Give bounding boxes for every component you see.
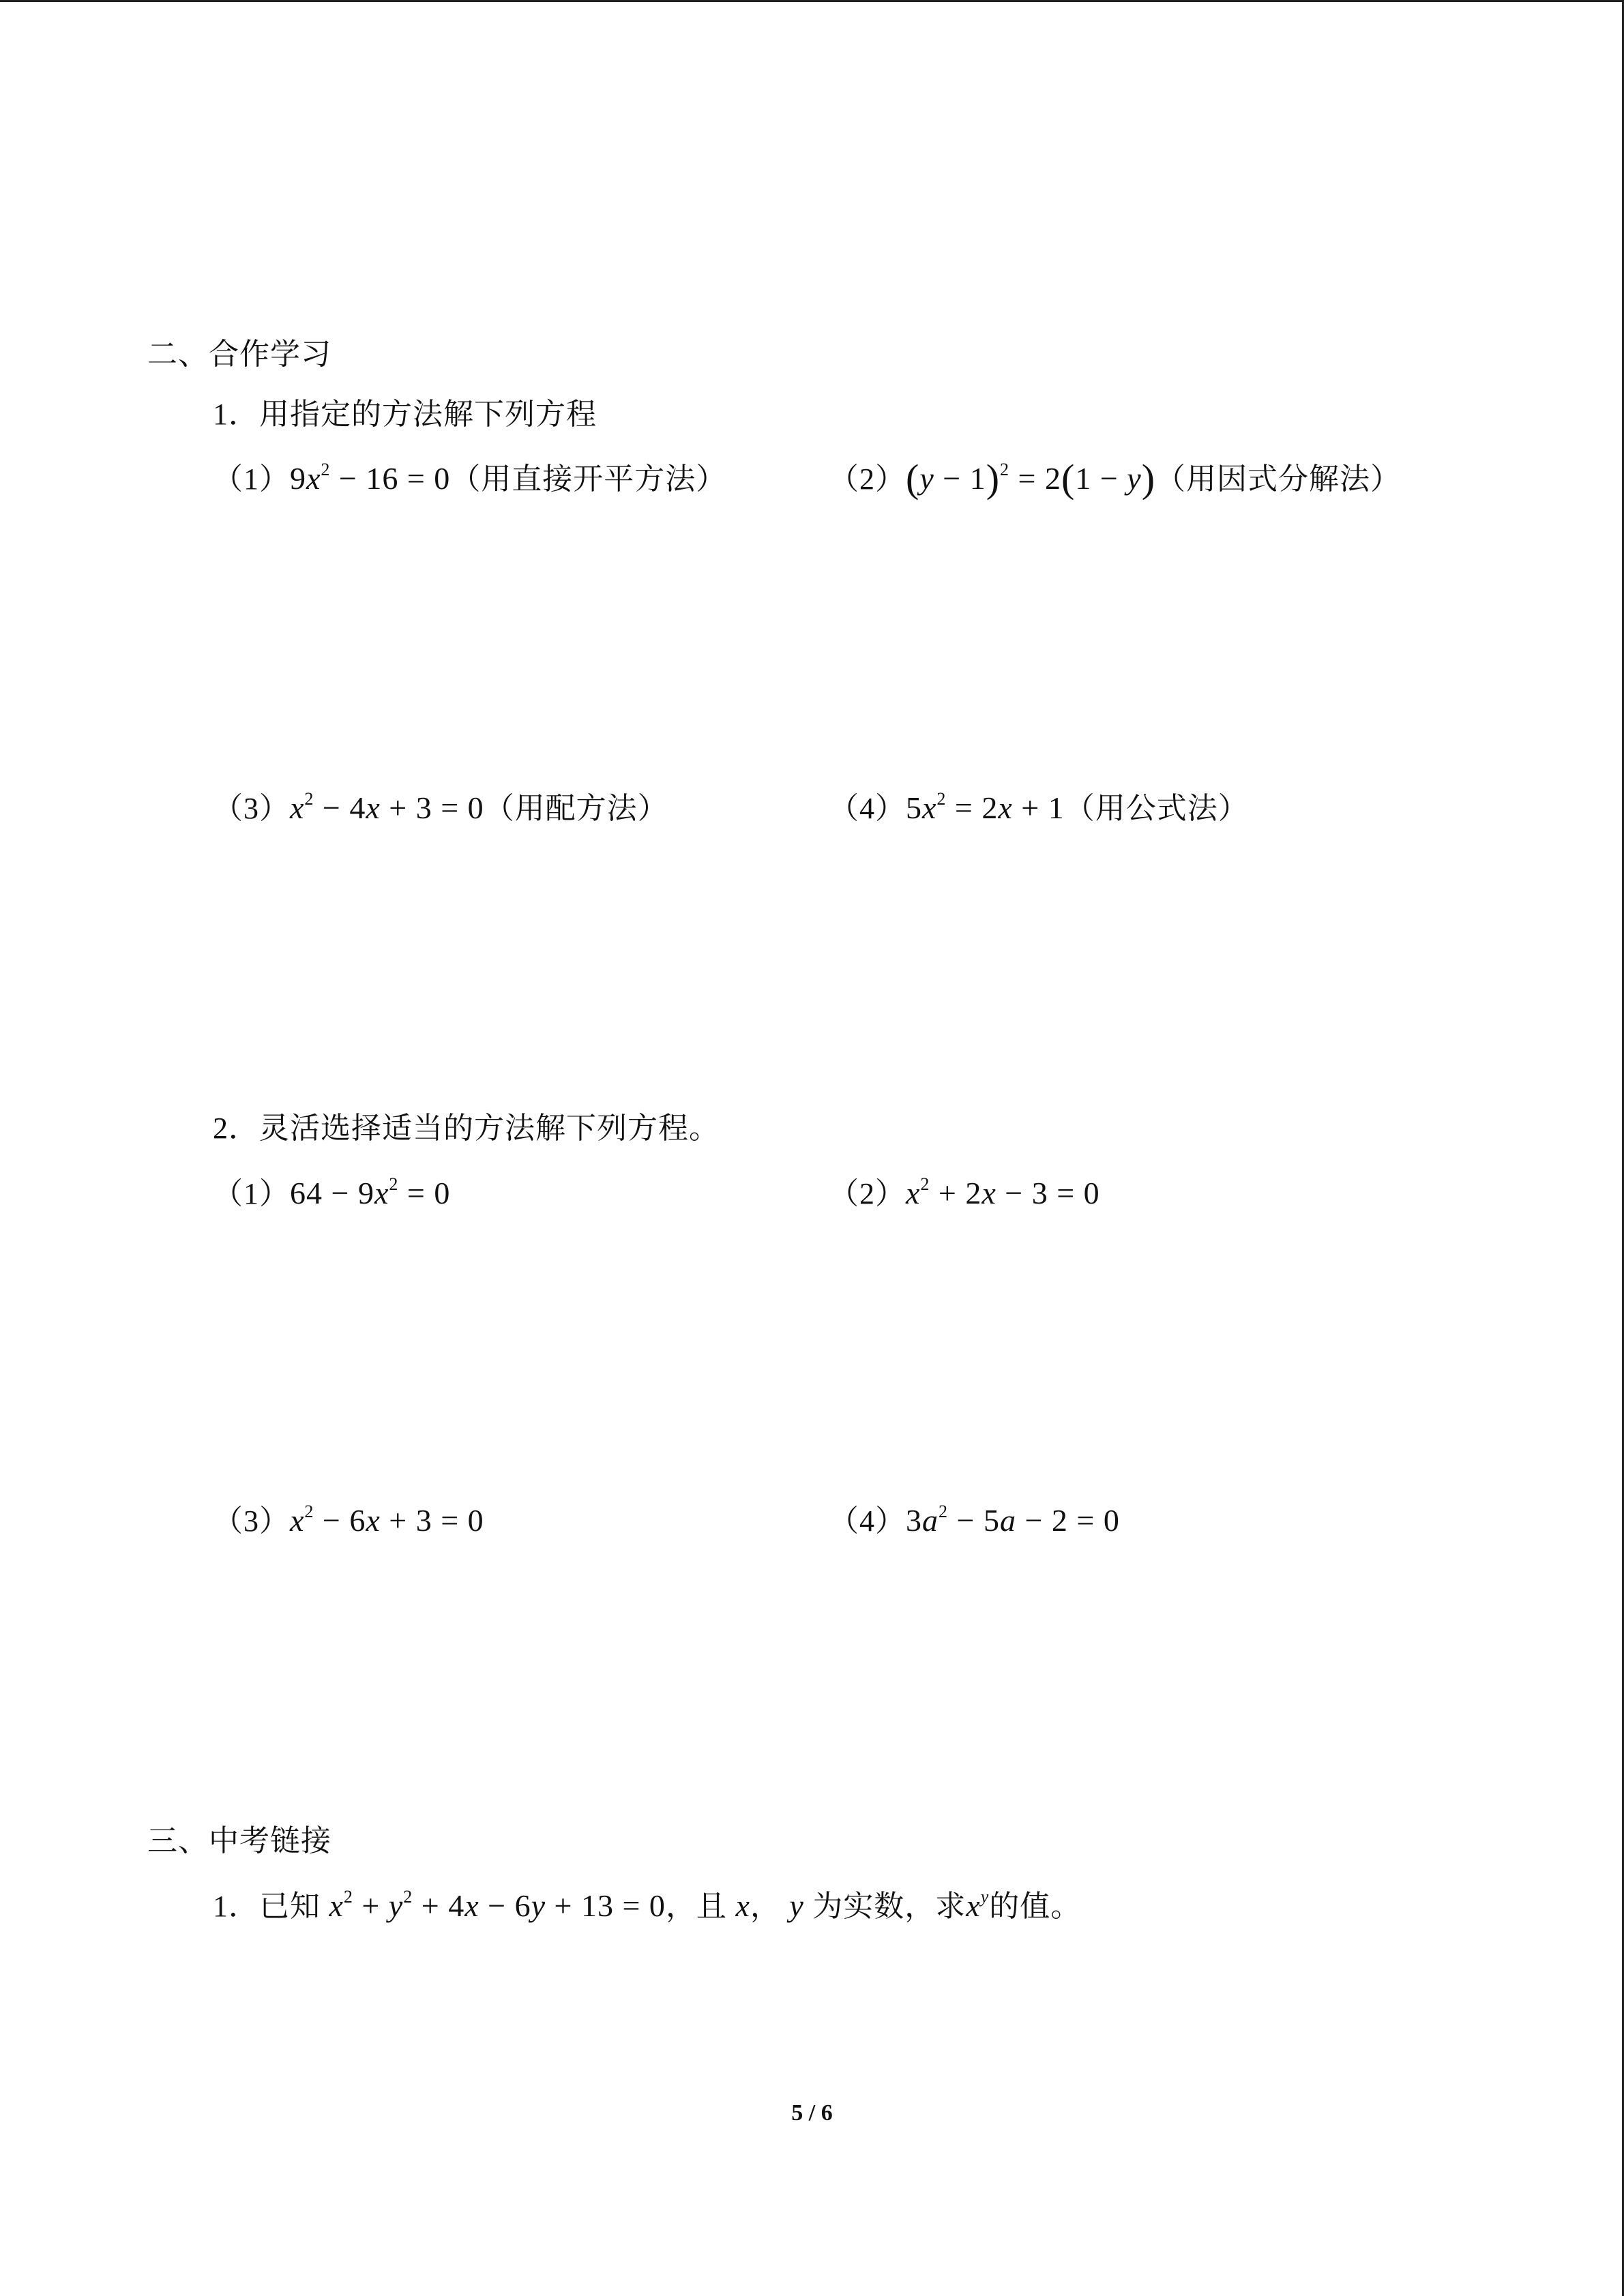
q1-item-4-equation: $5x^2 = 2x + 1$ — [906, 789, 1065, 825]
question-2-title: 2．灵活选择适当的方法解下列方程。 — [213, 1112, 720, 1145]
q2-item-1-equation: $64 - 9x^2 = 0$ — [290, 1174, 451, 1210]
q2-item-2-equation: $x^2 + 2x - 3 = 0$ — [906, 1174, 1100, 1210]
exam-q1-power: $x^y$ — [966, 1887, 990, 1923]
q1-item-4-label: （4） — [829, 792, 906, 825]
q1-item-3-equation: $x^2 - 4x + 3 = 0$ — [290, 789, 484, 825]
q2-item-4 — [829, 1500, 1120, 1542]
q1-item-3 — [213, 788, 668, 829]
exam-q1-middle: ，且 — [665, 1890, 727, 1923]
q2-item-4-label: （4） — [829, 1504, 906, 1538]
q1-item-3-label: （3） — [213, 792, 290, 825]
exam-question-1 — [213, 1885, 1081, 1927]
q1-item-2-method: （用因式分解法） — [1155, 462, 1402, 496]
page-number: 5 / 6 — [791, 2100, 833, 2126]
exam-q1-after-y: 为实数，求 — [812, 1890, 966, 1923]
q1-item-1-label: （1） — [213, 462, 290, 496]
section-heading-exam-link: 三、中考链接 — [147, 1824, 331, 1858]
q1-item-2-label: （2） — [829, 462, 906, 496]
q2-item-3 — [213, 1500, 484, 1542]
q1-item-4 — [829, 788, 1249, 829]
q2-item-1 — [213, 1173, 450, 1214]
exam-q1-sep: ， — [750, 1890, 781, 1923]
q1-item-1 — [213, 458, 726, 500]
q2-item-3-equation: $x^2 - 6x + 3 = 0$ — [290, 1502, 484, 1538]
q1-item-1-equation: $9x^2 - 16 = 0$ — [290, 460, 451, 496]
q2-item-4-equation: $3a^2 - 5a - 2 = 0$ — [906, 1502, 1120, 1538]
q2-item-2 — [829, 1173, 1100, 1214]
exam-q1-var-y: y — [780, 1888, 813, 1923]
q1-item-4-method: （用公式法） — [1064, 792, 1249, 825]
exam-q1-suffix: 的值。 — [989, 1890, 1082, 1923]
top-border — [0, 0, 1624, 2]
section-heading-cooperative-learning: 二、合作学习 — [147, 338, 331, 371]
q2-item-1-label: （1） — [213, 1177, 290, 1210]
q2-item-2-label: （2） — [829, 1177, 906, 1210]
question-1-title: 1．用指定的方法解下列方程 — [213, 398, 597, 431]
q2-item-3-label: （3） — [213, 1504, 290, 1538]
exam-q1-equation: $x^2 + y^2 + 4x - 6y + 13 = 0$ — [321, 1887, 666, 1923]
q1-item-3-method: （用配方法） — [484, 792, 668, 825]
q1-item-1-method: （用直接开平方法） — [450, 462, 727, 496]
q1-item-2 — [829, 458, 1401, 500]
exam-q1-prefix: 1．已知 — [213, 1890, 321, 1923]
q1-item-2-equation: $(y - 1)^2 = 2(1 - y)$ — [906, 456, 1156, 501]
exam-q1-var-x: x — [726, 1888, 750, 1923]
